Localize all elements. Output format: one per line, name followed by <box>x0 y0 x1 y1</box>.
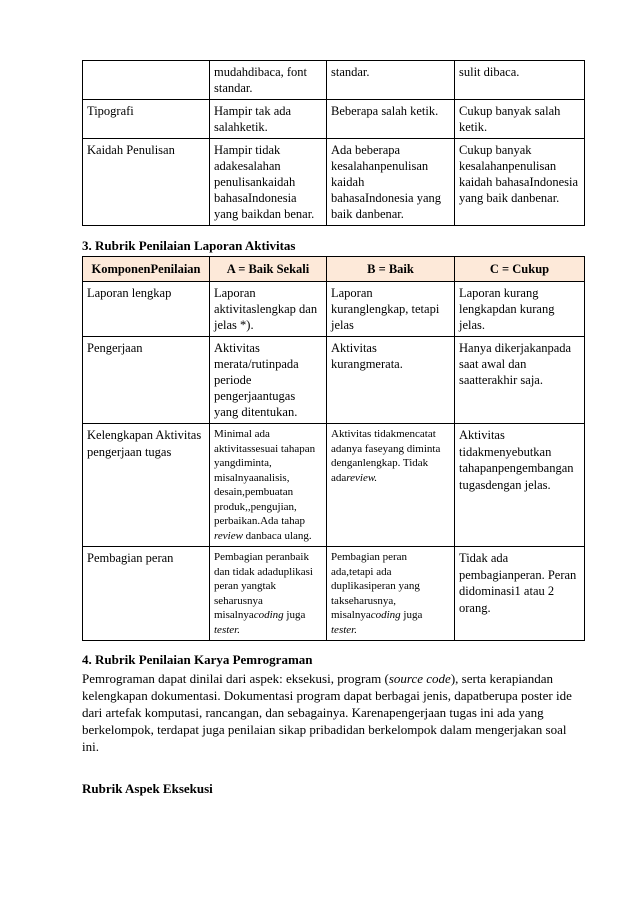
criteria-cell: Tipografi <box>83 100 210 139</box>
grade-b-cell: Ada beberapa kesalahanpenulisan kaidah bahasaIndonesia yang baik danbenar. <box>327 139 455 226</box>
grade-c-cell: Aktivitas tidakmenyebutkan tahapanpengembangan tugasdengan jelas. <box>455 424 585 547</box>
grade-a-cell: Hampir tidak adakesalahan penulisankaidah bahasaIndonesia yang baikdan benar. <box>210 139 327 226</box>
table-header-row <box>83 257 585 282</box>
table-row <box>83 424 585 547</box>
grade-a-cell: Hampir tak ada salahketik. <box>210 100 327 139</box>
section-3-heading: 3. Rubrik Penilaian Laporan Aktivitas <box>82 238 296 253</box>
grade-b-cell: Pembagian peran ada,tetapi ada duplikasiperan yang takseharusnya, misalnyacoding juga tester. <box>327 547 455 641</box>
criteria-cell: Kaidah Penulisan <box>83 139 210 226</box>
grade-c-cell: sulit dibaca. <box>455 61 585 100</box>
section-4-paragraph: Pemrograman dapat dinilai dari aspek: eksekusi, program (source code), serta kerapiandan kelengkapan dokumentasi. Dokumentasi program dapat berbagai jenis, dapatberupa poster ide dari artefak komputasi, rancangan, dan sebagainya. Karenapengerjaan tugas ini ada yang berkelompok, terdapat juga penilaian sikap pribadidan berkelompok dalam mengerjakan soal ini. <box>82 671 572 754</box>
grade-b-cell: Beberapa salah ketik. <box>327 100 455 139</box>
execution-aspect-subheading: Rubrik Aspek Eksekusi <box>82 781 213 796</box>
criteria-cell: Kelengkapan Aktivitas pengerjaan tugas <box>83 424 210 547</box>
grade-a-cell: Aktivitas merata/rutinpada periode pengerjaantugas yang ditentukan. <box>210 337 327 424</box>
criteria-cell: Pengerjaan <box>83 337 210 424</box>
grade-a-cell: Minimal ada aktivitassesuai tahapan yangdiminta, misalnyaanalisis, desain,pembuatan produk,,pengujian, perbaikan.Ada tahap review danbaca ulang. <box>210 424 327 547</box>
grade-c-cell: Cukup banyak salah ketik. <box>455 100 585 139</box>
criteria-cell <box>83 61 210 100</box>
grade-a-cell: mudahdibaca, font standar. <box>210 61 327 100</box>
grade-c-cell: Tidak ada pembagianperan. Peran didominasi1 atau 2 orang. <box>455 547 585 641</box>
table-row <box>83 547 585 641</box>
grade-c-cell: Hanya dikerjakanpada saat awal dan saatterakhir saja. <box>455 337 585 424</box>
grade-a-cell: Pembagian peranbaik dan tidak adaduplikasi peran yangtak seharusnya misalnyacoding juga tester. <box>210 547 327 641</box>
grade-b-cell: Aktivitas kurangmerata. <box>327 337 455 424</box>
column-header: KomponenPenilaian <box>83 257 210 282</box>
grade-a-cell: Laporan aktivitaslengkap dan jelas *). <box>210 282 327 337</box>
grade-b-cell: Laporan kuranglengkap, tetapi jelas <box>327 282 455 337</box>
table-row <box>83 337 585 424</box>
table-row <box>83 61 585 100</box>
grade-c-cell: Laporan kurang lengkapdan kurang jelas. <box>455 282 585 337</box>
column-header: B = Baik <box>327 257 455 282</box>
column-header: C = Cukup <box>455 257 585 282</box>
column-header: A = Baik Sekali <box>210 257 327 282</box>
table-row <box>83 282 585 337</box>
grade-b-cell: standar. <box>327 61 455 100</box>
table-row <box>83 100 585 139</box>
grade-c-cell: Cukup banyak kesalahanpenulisan kaidah bahasaIndonesia yang baik danbenar. <box>455 139 585 226</box>
activity-report-rubric-table <box>82 256 585 641</box>
criteria-cell: Pembagian peran <box>83 547 210 641</box>
section-4-heading: 4. Rubrik Penilaian Karya Pemrograman <box>82 652 313 667</box>
table-row <box>83 139 585 226</box>
rubric-table-continued <box>82 60 585 226</box>
criteria-cell: Laporan lengkap <box>83 282 210 337</box>
grade-b-cell: Aktivitas tidakmencatat adanya faseyang diminta denganlengkap. Tidak adareview. <box>327 424 455 547</box>
